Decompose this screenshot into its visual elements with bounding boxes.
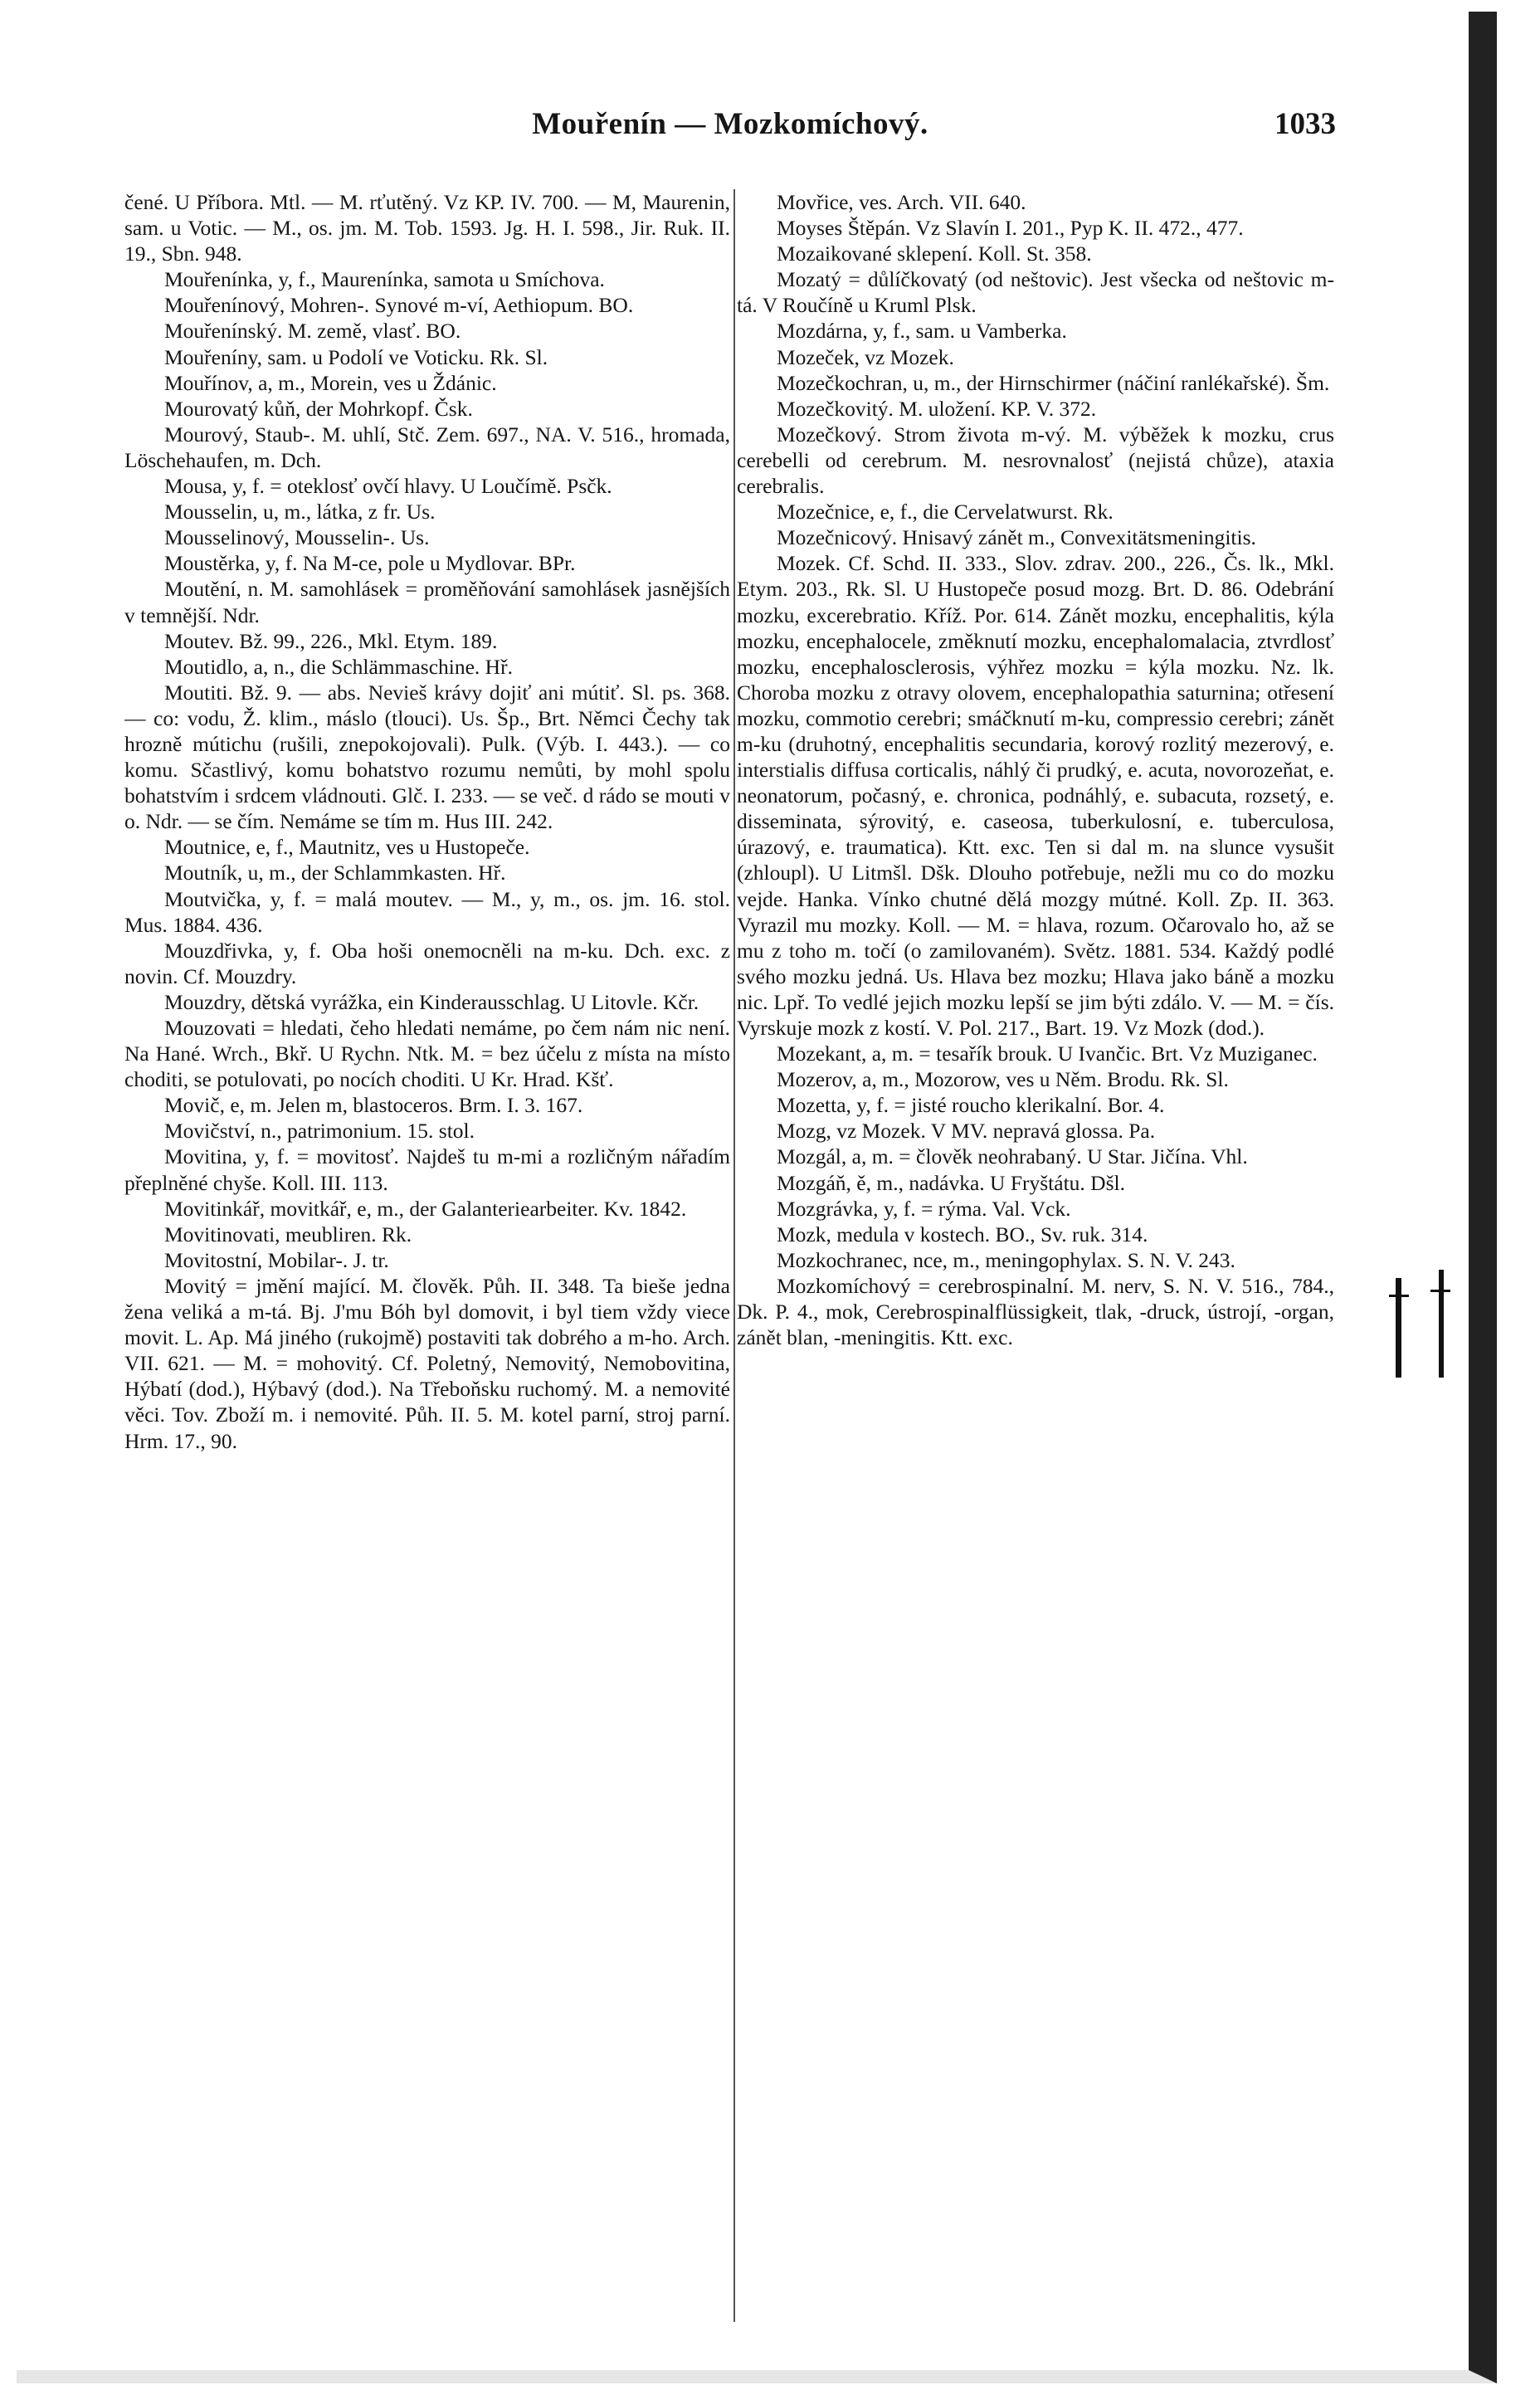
dictionary-entry: Mouřenínka, y, f., Maurenínka, samota u Smíchova. bbox=[164, 267, 605, 292]
dictionary-entry: Moutidlo, a, n., die Schlämmaschine. Hř. bbox=[164, 654, 513, 679]
dictionary-entry: Mozk, medula v kostech. BO., Sv. ruk. 314. bbox=[777, 1222, 1148, 1246]
dictionary-entry: Mousselinový, Mousselin-. Us. bbox=[164, 525, 430, 550]
dictionary-entry: Mozg, vz Mozek. V MV. nepravá glossa. Pa. bbox=[777, 1119, 1156, 1144]
page-number: 1033 bbox=[1274, 107, 1336, 141]
dictionary-entry: Moutvička, y, f. = malá moutev. — M., y, m., os. jm. 16. stol. Mus. 1884. 436. bbox=[124, 886, 730, 937]
dictionary-entry: Mozgál, a, m. = člověk neohrabaný. U Star. Jičína. Vhl. bbox=[777, 1144, 1248, 1169]
dictionary-entry: Mourovatý kůň, der Mohrkopf. Čsk. bbox=[164, 396, 473, 421]
dictionary-entry: Movitinovati, meubliren. Rk. bbox=[164, 1222, 412, 1246]
dictionary-entry: Mozečnice, e, f., die Cervelatwurst. Rk. bbox=[777, 500, 1114, 524]
dictionary-entry: Mozaikované sklepení. Koll. St. 358. bbox=[777, 241, 1092, 266]
margin-mark bbox=[1430, 1290, 1450, 1292]
dictionary-entry: Mozkochranec, nce, m., meningophylax. S. N. V. 243. bbox=[777, 1247, 1235, 1272]
dictionary-entry: Mourový, Staub-. M. uhlí, Stč. Zem. 697., NA. V. 516., hromada, Löschehaufen, m. Dch. bbox=[124, 422, 730, 472]
dictionary-entry: Mozatý = důlíčkovatý (od neštovic). Jest všecka od neštovic m-tá. V Roučíně u Kruml Plsk. bbox=[737, 267, 1334, 318]
dictionary-entry: Mouzdry, dětská vyrážka, ein Kinderausschlag. U Litovle. Kčr. bbox=[164, 989, 699, 1014]
dictionary-entry: Moutiti. Bž. 9. — abs. Nevieš krávy dojiť ani mútiť. Sl. ps. 368. — co: vodu, Ž. klim., máslo (tlouci). Us. Šp., Brt. Němci Čechy tak hrozně mútichu (rušili, znepokojovali). Pulk. (Výb. I. 443.). — co komu. Sčastlivý, komu bohatstvo rozumu nemůti, by mohl spolu bohatstvím i srdcem vládnouti. Glč. I. 233. — se več. d rádo se mouti v o. Ndr. — se čím. Nemáme se tím m. Hus III. 242. bbox=[124, 680, 730, 834]
dictionary-entry: Movičství, n., patrimonium. 15. stol. bbox=[164, 1119, 475, 1144]
column-divider bbox=[733, 189, 735, 2322]
dictionary-entry: Mozgrávka, y, f. = rýma. Val. Vck. bbox=[777, 1196, 1071, 1221]
left-column bbox=[124, 189, 730, 2363]
dictionary-entry: Mozekant, a, m. = tesařík brouk. U Ivančic. Brt. Vz Muziganec. bbox=[777, 1041, 1318, 1066]
dictionary-entry: Moutev. Bž. 99., 226., Mkl. Etym. 189. bbox=[164, 628, 498, 653]
dictionary-entry: Mozečkochran, u, m., der Hirnschirmer (náčiní ranlékařské). Šm. bbox=[777, 370, 1330, 395]
dictionary-entry: Mouřeníny, sam. u Podolí ve Voticku. Rk. Sl. bbox=[164, 344, 548, 369]
dictionary-entry: Mozečkový. Strom života m-vý. M. výběžek k mozku, crus cerebelli od cerebrum. M. nesrovnalosť (nejistá chůze), ataxia cerebralis. bbox=[737, 422, 1334, 499]
dictionary-entry: Mouzdřivka, y, f. Oba hoši onemocněli na m-ku. Dch. exc. z novin. Cf. Mouzdry. bbox=[124, 938, 730, 988]
dictionary-entry: Moyses Štěpán. Vz Slavín I. 201., Pyp K. II. 472., 477. bbox=[777, 216, 1244, 241]
dictionary-entry: Movřice, ves. Arch. VII. 640. bbox=[777, 190, 1026, 214]
dictionary-entry: Mozečkovitý. M. uložení. KP. V. 372. bbox=[777, 396, 1097, 421]
dictionary-entry: Mozdárna, y, f., sam. u Vamberka. bbox=[777, 319, 1067, 344]
dictionary-entry: Mouřínov, a, m., Morein, ves u Ždánic. bbox=[164, 370, 497, 395]
dictionary-entry: Moutění, n. M. samohlásek = proměňování samohlásek jasnějších v temnější. Ndr. bbox=[124, 577, 730, 627]
dictionary-entry: Mozerov, a, m., Mozorow, ves u Něm. Brodu. Rk. Sl. bbox=[777, 1067, 1229, 1092]
margin-mark bbox=[1389, 1295, 1409, 1297]
dictionary-entry: Mozečnicový. Hnisavý zánět m., Convexitätsmeningitis. bbox=[777, 525, 1256, 550]
dictionary-entry: Mouřenínský. M. země, vlasť. BO. bbox=[164, 319, 461, 344]
right-column bbox=[737, 189, 1334, 2363]
dictionary-entry: Mozeček, vz Mozek. bbox=[777, 344, 954, 369]
dictionary-entry: Mozkomíchový = cerebrospinalní. M. nerv, S. N. V. 516., 784., Dk. P. 4., mok, Cerebrospinalflüssigkeit, tlak, -druck, ústrojí, -organ, zánět blan, -meningitis. Ktt. exc. bbox=[737, 1273, 1334, 1350]
dictionary-entry: Mozgáň, ě, m., nadávka. U Fryštátu. Dšl. bbox=[777, 1170, 1125, 1195]
dictionary-entry: Moustěrka, y, f. Na M-ce, pole u Mydlovar. BPr. bbox=[164, 551, 576, 576]
dictionary-entry: Movitý = jmění mající. M. člověk. Půh. II. 348. Ta bieše jedna žena veliká a m-tá. Bj. J'mu Bóh byl domovit, i byl tiem vždy viece movit. L. Ap. Má jiného (rukojmě) postaviti tak dobrého a m-ho. Arch. VII. 621. — M. = mohovitý. Cf. Poletný, Nemovitý, Nemobovitina, Hýbatí (dod.), Hýbavý (dod.). Na Třeboňsku ruchomý. M. a nemovité věci. Tov. Zboží m. i nemovité. Půh. II. 5. M. kotel parní, stroj parní. Hrm. 17., 90. bbox=[124, 1273, 730, 1453]
dictionary-entry: Mousa, y, f. = oteklosť ovčí hlavy. U Loučímě. Psčk. bbox=[164, 474, 612, 499]
dictionary-entry: Moutnice, e, f., Mautnitz, ves u Hustopeče. bbox=[164, 835, 530, 860]
margin-mark bbox=[1396, 1278, 1401, 1378]
dictionary-entry: Movič, e, m. Jelen m, blastoceros. Brm. I. 3. 167. bbox=[164, 1093, 583, 1118]
margin-mark bbox=[1439, 1270, 1444, 1378]
margin-marks bbox=[1377, 1270, 1460, 1386]
dictionary-entry: Movitostní, Mobilar-. J. tr. bbox=[164, 1247, 389, 1272]
page-header bbox=[124, 106, 1336, 153]
dictionary-entry: Mousselin, u, m., látka, z fr. Us. bbox=[164, 500, 436, 524]
dictionary-entry: Mozetta, y, f. = jisté roucho klerikalní. Bor. 4. bbox=[777, 1093, 1165, 1118]
running-title: Mouřenín — Mozkomíchový. bbox=[532, 107, 928, 141]
dictionary-entry: Movitina, y, f. = movitosť. Najdeš tu m-mi a rozličným nářadím přeplněné chyše. Koll. III. 113. bbox=[124, 1144, 730, 1195]
dictionary-entry: Mozek. Cf. Schd. II. 333., Slov. zdrav. 200., 226., Čs. lk., Mkl. Etym. 203., Rk. Sl. U Hustopeče posud mozg. Brt. D. 86. Odebrání mozku, excerebratio. Kříž. Por. 614. Zánět mozku, encephalitis, kýla mozku, encephalocele, změknutí mozku, encephalomalacia, ztvrdlosť mozku, encephalosclerosis, výhřez mozku = kýla mozku. Nz. lk. Choroba mozku z otravy olovem, encephalopathia saturnina; otřesení mozku, commotio cerebri; smáčknutí m-ku, compressio cerebri; zánět m-ku (druhotný, encephalitis secundaria, korový rozlitý mezerový, e. interstialis diffusa corticalis, náhlý či prudký, e. acuta, novorozeňat, e. neonatorum, počasný, e. chronica, podnáhlý, e. subacuta, rozsetý, e. disseminata, sýrovitý, e. caseosa, tuberkulosní, e. tuberculosa, úrazový, e. traumatica). Ktt. exc. Ten si dal m. na slunce vysušit (zhloupl). U Litmšl. Dšk. Dlouho potřebuje, nežli mu co do mozku vejde. Hanka. Vínko chutné dělá mozgy mútné. Koll. Zp. II. 363. Vyrazil mu mozky. Koll. — M. = hlava, rozum. Očarovalo ho, až se mu z toho m. točí (o zamilovaném). Světz. 1881. 534. Každý podlé svého mozku jedná. Us. Hlava bez mozku; Hlava jako báně a mozku nic. Lpř. To vedlé jejich mozku lepší se jim býti zdálo. V. — M. = čís. Vyrskuje mozk z kostí. V. Pol. 217., Bart. 19. Vz Mozk (dod.). bbox=[737, 551, 1334, 1040]
dictionary-entry: čené. U Příbora. Mtl. — M. rťutěný. Vz KP. IV. 700. — M, Maurenin, sam. u Votic. — M., os. jm. M. Tob. 1593. Jg. H. I. 598., Jir. Ruk. II. 19., Sbn. 948. bbox=[124, 190, 730, 266]
dictionary-entry: Mouřenínový, Mohren-. Synové m-ví, Aethiopum. BO. bbox=[164, 293, 634, 318]
dictionary-entry: Moutník, u, m., der Schlammkasten. Hř. bbox=[164, 861, 506, 885]
dictionary-entry: Mouzovati = hledati, čeho hledati nemáme, po čem nám nic není. Na Hané. Wrch., Bkř. U Rychn. Ntk. M. = bez účelu z místa na místo choditi, se potulovati, po nocích choditi. U Kr. Hrad. Kšť. bbox=[124, 1016, 730, 1092]
dictionary-entry: Movitinkář, movitkář, e, m., der Galanteriearbeiter. Kv. 1842. bbox=[164, 1196, 687, 1221]
